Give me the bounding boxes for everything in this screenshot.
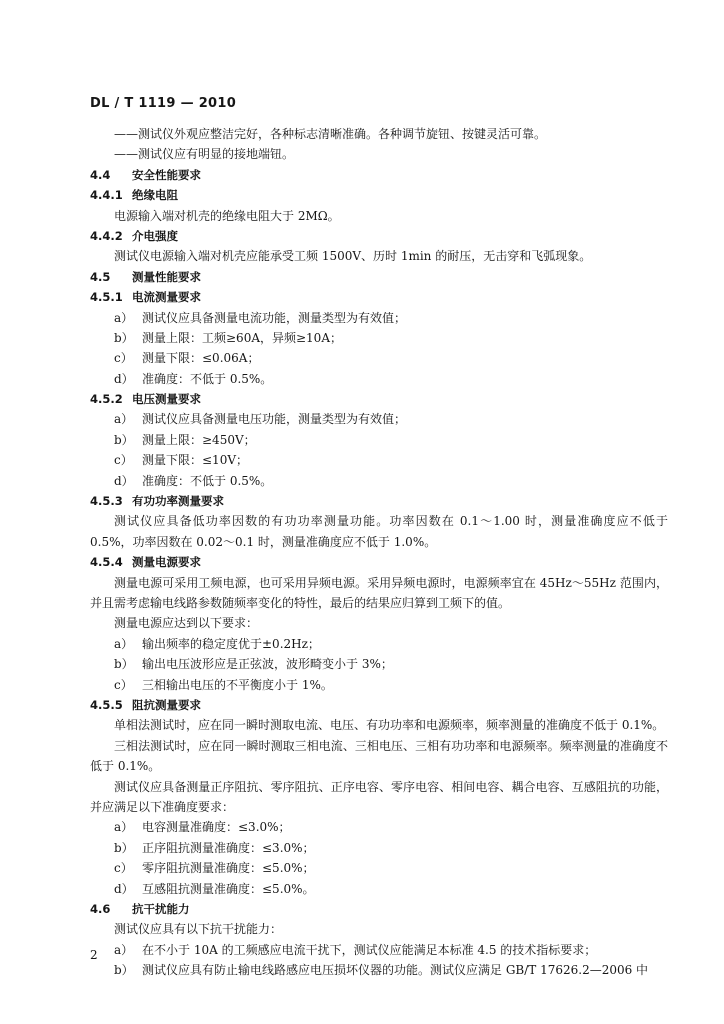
paragraph: 单相法测试时，应在同一瞬时测取电流、电压、有功功率和电源频率，频率测量的准确度不低于 0.1%。: [114, 718, 665, 733]
list-item-text: 测量上限：工频≥60A，异频≥10A；: [142, 330, 342, 345]
section-heading: [90, 226, 668, 246]
list-item-label: c）: [114, 861, 133, 876]
section-number: 4.4: [90, 167, 111, 182]
section-heading: [90, 287, 668, 307]
paragraph: 测试仪应具有以下抗干扰能力：: [114, 922, 283, 937]
section-number: 4.6: [90, 901, 111, 916]
section-title: 测量电源要求: [132, 555, 201, 570]
section-number: 4.5.2: [90, 392, 123, 407]
section-title: 阻抗测量要求: [132, 698, 201, 712]
list-item: [90, 308, 668, 328]
section-title: 测量性能要求: [132, 269, 201, 284]
list-item-label: a）: [114, 820, 134, 835]
list-item-label: d）: [114, 881, 134, 896]
section-number: 4.5.4: [90, 555, 123, 570]
list-item: [90, 634, 668, 654]
section-number: 4.5.5: [90, 698, 123, 712]
section-heading: [90, 165, 668, 185]
list-item-text: 测试仪应具有防止输电线路感应电压损坏仪器的功能。测试仪应满足 GB/T 17626.2—2006 中: [142, 963, 649, 978]
list-item-label: a）: [114, 412, 134, 427]
section-title: 电压测量要求: [132, 392, 201, 407]
list-item-text: 输出频率的稳定度优于±0.2Hz；: [142, 636, 320, 651]
list-item-text: 三相输出电压的不平衡度小于 1%。: [142, 677, 333, 692]
list-item-text: 零序阻抗测量准确度：≤5.0%；: [142, 861, 315, 876]
page-number: 2: [90, 948, 98, 962]
section-number: 4.4.1: [90, 188, 123, 203]
list-item-text: 测量下限：≤0.06A；: [142, 351, 260, 366]
list-item-label: b）: [114, 963, 134, 978]
section-title: 抗干扰能力: [132, 901, 190, 916]
list-item-text: 电容测量准确度：≤3.0%；: [142, 820, 291, 835]
paragraph: 测量电源应达到以下要求：: [114, 616, 259, 631]
paragraph: 测试仪应具备测量正序阻抗、零序阻抗、正序电容、零序电容、相间电容、耦合电容、互感阻抗的功能，并应满足以下准确度要求：: [90, 779, 668, 815]
list-item: [90, 348, 668, 368]
list-item: [90, 328, 668, 348]
section-number: 4.5.1: [90, 290, 123, 305]
list-item-text: 测量下限：≤10V；: [142, 453, 248, 468]
list-item-label: c）: [114, 453, 133, 468]
section-heading: [90, 267, 668, 287]
list-item-label: d）: [114, 371, 134, 386]
list-item-text: 准确度：不低于 0.5%。: [142, 371, 273, 386]
list-item: [90, 430, 668, 450]
list-item-text: 正序阻抗测量准确度：≤3.0%；: [142, 840, 315, 855]
list-item-text: 在不小于 10A 的工频感应电流干扰下，测试仪应能满足本标准 4.5 的技术指标要求；: [142, 942, 597, 957]
section-title: 电流测量要求: [132, 290, 201, 305]
list-item: [90, 817, 668, 837]
list-item-text: 准确度：不低于 0.5%。: [142, 473, 273, 488]
list-item: [90, 369, 668, 389]
paragraph: 测试仪电源输入端对机壳应能承受工频 1500V、历时 1min 的耐压，无击穿和飞弧现象。: [114, 249, 592, 264]
section-heading: [90, 389, 668, 409]
paragraph: 电源输入端对机壳的绝缘电阻大于 2MΩ。: [114, 208, 340, 223]
dash-item: ——测试仪应有明显的接地端钮。: [114, 147, 295, 162]
section-heading: [90, 491, 668, 511]
list-item: [90, 858, 668, 878]
section-heading: [90, 185, 668, 205]
paragraph: 测量电源可采用工频电源，也可采用异频电源。采用异频电源时，电源频率宜在 45Hz～55Hz 范围内，并且需考虑输电线路参数随频率变化的特性，最后的结果应归算到工频下的值。: [90, 575, 668, 611]
section-heading: [90, 899, 668, 919]
list-item: [90, 654, 668, 674]
section-number: 4.5.3: [90, 494, 123, 509]
list-item-label: b）: [114, 330, 134, 345]
section-title: 安全性能要求: [132, 167, 201, 182]
list-item-label: c）: [114, 351, 133, 366]
list-item-label: b）: [114, 840, 134, 855]
list-item: [90, 879, 668, 899]
dash-item: ——测试仪外观应整洁完好，各种标志清晰准确。各种调节旋钮、按键灵活可靠。: [114, 127, 547, 141]
list-item-text: 输出电压波形应是正弦波，波形畸变小于 3%；: [142, 657, 393, 672]
list-item-label: b）: [114, 432, 134, 447]
list-item: [90, 450, 668, 470]
list-item-label: c）: [114, 677, 133, 692]
list-item: [90, 838, 668, 858]
list-item-label: a）: [114, 942, 134, 957]
list-item-text: 互感阻抗测量准确度：≤5.0%。: [142, 881, 315, 896]
list-item-text: 测试仪应具备测量电压功能，测量类型为有效值；: [142, 412, 407, 427]
section-title: 绝缘电阻: [132, 188, 178, 203]
document-body: [90, 124, 668, 981]
section-title: 介电强度: [132, 228, 178, 243]
section-title: 有功功率测量要求: [132, 494, 224, 509]
list-item-text: 测试仪应具备测量电流功能，测量类型为有效值；: [142, 310, 407, 325]
section-heading: [90, 695, 668, 715]
section-number: 4.5: [90, 269, 111, 284]
list-item-label: d）: [114, 473, 134, 488]
list-item: [90, 675, 668, 695]
list-item-label: a）: [114, 636, 134, 651]
paragraph: 三相法测试时，应在同一瞬时测取三相电流、三相电压、三相有功功率和电源频率。频率测量的准确度不低于 0.1%。: [90, 738, 668, 774]
list-item-label: b）: [114, 657, 134, 672]
list-item: [90, 409, 668, 429]
list-item: [90, 940, 668, 960]
section-heading: [90, 552, 668, 572]
list-item-text: 测量上限：≥450V；: [142, 432, 256, 447]
list-item-label: a）: [114, 310, 134, 325]
list-item: [90, 960, 668, 980]
paragraph: 测试仪应具备低功率因数的有功功率测量功能。功率因数在 0.1～1.00 时，测量准确度应不低于 0.5%，功率因数在 0.02～0.1 时，测量准确度应不低于 1.0%。: [90, 514, 668, 549]
list-item: [90, 471, 668, 491]
standard-header: DL / T 1119 — 2010: [90, 96, 237, 111]
section-number: 4.4.2: [90, 228, 123, 243]
